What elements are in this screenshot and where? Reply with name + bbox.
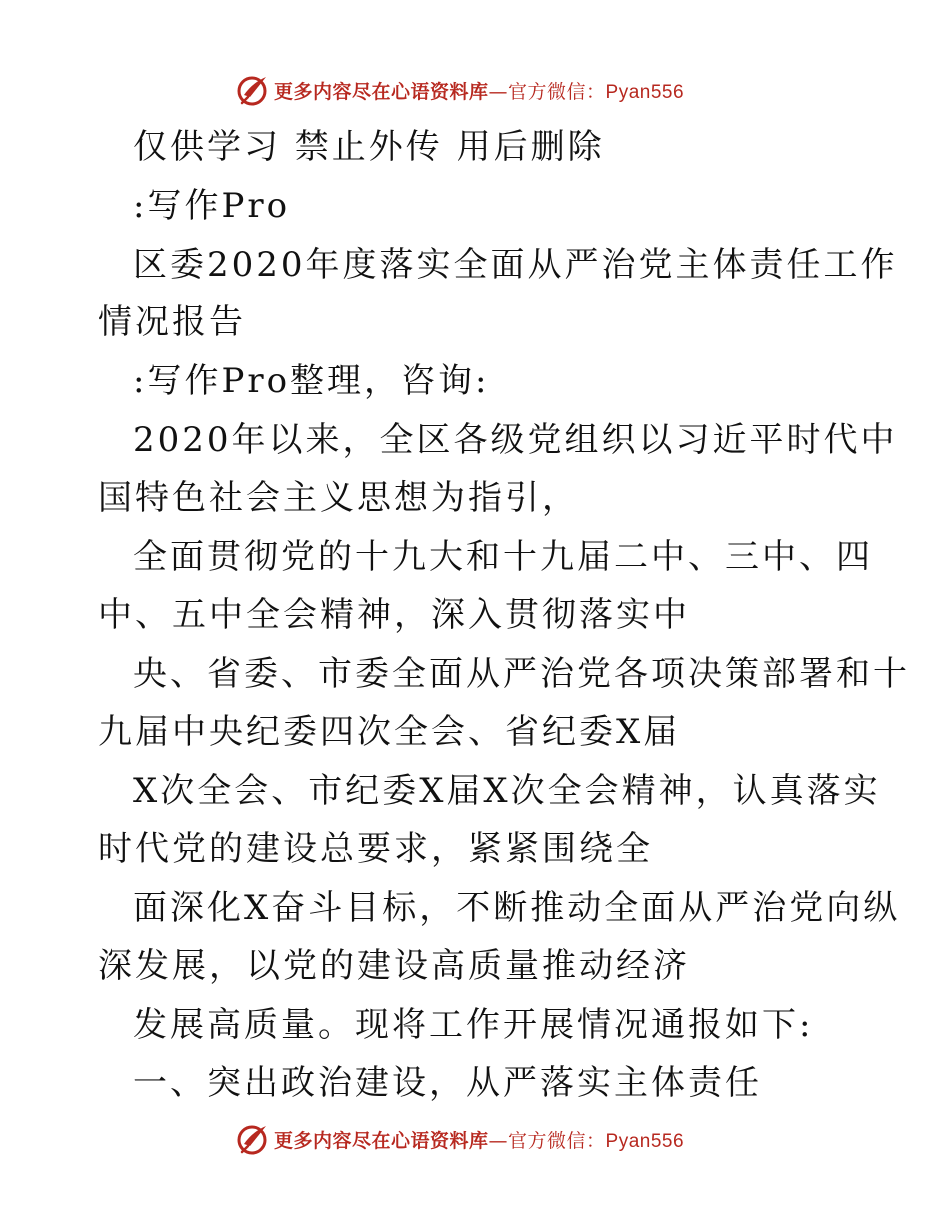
header-banner-text: 更多内容尽在心语资料库—官方微信：Pyan556: [274, 80, 685, 103]
section-heading-1: 一、突出政治建设，从严落实主体责任: [133, 1063, 762, 1103]
body-text-line: 深发展，以党的建设高质量推动经济: [98, 946, 690, 986]
compiler-line: :写作Pro整理，咨询:: [133, 361, 490, 401]
body-text-line: 国特色社会主义思想为指引，: [98, 478, 579, 518]
body-text-line: 中、五中全会精神，深入贯彻落实中: [98, 595, 690, 635]
body-text-line: 九届中央纪委四次全会、省纪委X届: [98, 712, 681, 752]
quill-logo-icon: [236, 73, 270, 107]
body-text-line: X次全会、市纪委X届X次全会精神，认真落实: [133, 771, 881, 811]
body-text-line: 发展高质量。现将工作开展情况通报如下:: [133, 1005, 814, 1045]
quill-logo-icon: [236, 1122, 270, 1156]
body-text-line: 全面贯彻党的十九大和十九届二中、三中、四: [133, 537, 873, 577]
report-title-line-2: 情况报告: [98, 302, 246, 342]
source-line: :写作Pro: [133, 186, 291, 226]
report-title-line-1: 区委2020年度落实全面从严治党主体责任工作: [133, 245, 898, 285]
footer-watermark-banner: [236, 1122, 684, 1156]
body-text-line: 2020年以来，全区各级党组织以习近平时代中: [133, 420, 898, 460]
disclaimer-line: 仅供学习 禁止外传 用后删除: [133, 127, 605, 167]
body-text-line: 面深化X奋斗目标，不断推动全面从严治党向纵: [133, 888, 901, 928]
body-text-line: 时代党的建设总要求，紧紧围绕全: [98, 829, 653, 869]
footer-banner-text: 更多内容尽在心语资料库—官方微信：Pyan556: [274, 1129, 685, 1152]
body-text-line: 央、省委、市委全面从严治党各项决策部署和十: [133, 654, 910, 694]
header-watermark-banner: [236, 73, 684, 107]
